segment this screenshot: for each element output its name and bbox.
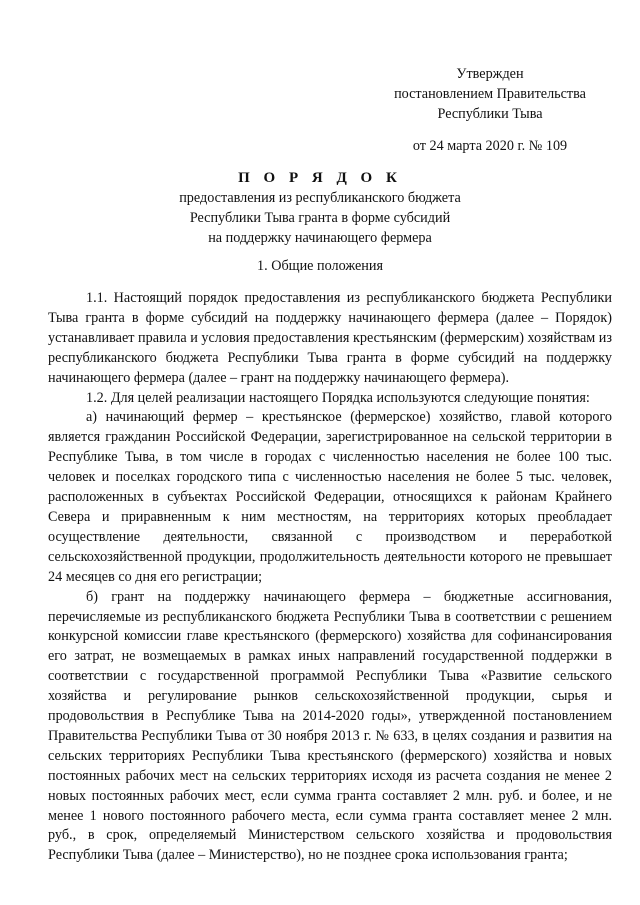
- document-subtitle: [0, 188, 640, 248]
- document-title: П О Р Я Д О К: [238, 170, 402, 186]
- subtitle-line: на поддержку начинающего фермера: [208, 230, 432, 246]
- approval-spacer: [370, 124, 610, 136]
- paragraph-a: а) начинающий фермер – крестьянское (фермерское) хозяйство, главой которого является гражданин Российской Федерации, зарегистрированное на сельской территории в Республике Тыва, в том числе в городах с численностью населения не более 100 тыс. человек и поселках городского типа с численностью населения не более 5 тыс. человек, расположенных в субъектах Российской Федерации, относящихся к районам Крайнего Севера и приравненным к ним местностям, на территориях которых преобладает осуществление деятельности, связанной с производством и переработкой сельскохозяйственной продукции, продолжительность деятельности которого не превышает 24 месяцев со дня его регистрации;: [48, 409, 612, 585]
- approval-block: [370, 64, 610, 156]
- document-body: [48, 289, 612, 866]
- approval-line: постановлением Правительства: [394, 86, 586, 102]
- approval-line: Республики Тыва: [437, 106, 543, 122]
- paragraph-b: б) грант на поддержку начинающего фермера – бюджетные ассигнования, перечисляемые из республиканского бюджета Республики Тыва в соответствии с решением конкурсной комиссии главе крестьянского (фермерского) хозяйства для софинансирования его затрат, не возмещаемых в рамках иных направлений государственной поддержки в соответствии с государственной программой Республики Тыва «Развитие сельского хозяйства и регулирование рынков сельскохозяйственной продукции, сырья и продовольствия в Республике Тыва на 2014-2020 годы», утвержденной постановлением Правительства Республики Тыва от 30 ноября 2013 г. № 633, в целях создания и развития на сельских территориях Республики Тыва крестьянского (фермерского) хозяйства и новых постоянных рабочих мест на сельских территориях исходя из расчета создания не менее 2 новых постоянных рабочих мест, если сумма гранта составляет 2 млн. руб. и более, и не менее 1 нового постоянного рабочего места, если сумма гранта составляет менее 2 млн. руб., в срок, определяемый Министерством сельского хозяйства и продовольствия Республики Тыва (далее – Министерство), но не позднее срока использования гранта;: [48, 588, 612, 864]
- section-heading: 1. Общие положения: [257, 258, 383, 274]
- paragraph-1-1: 1.1. Настоящий порядок предоставления из республиканского бюджета Республики Тыва гранта в форме субсидий на поддержку начинающего фермера (далее – Порядок) устанавливает правила и условия предоставления крестьянским (фермерским) хозяйствам из республиканского бюджета Республики Тыва гранта в форме субсидий на поддержку начинающего фермера (далее – грант на поддержку начинающего фермера).: [48, 290, 612, 386]
- approval-date: от 24 марта 2020 г. № 109: [412, 138, 568, 154]
- paragraph-1-2: 1.2. Для целей реализации настоящего Порядка используются следующие понятия:: [86, 389, 590, 406]
- subtitle-line: предоставления из республиканского бюджета: [179, 190, 461, 206]
- approval-line: Утвержден: [456, 66, 524, 82]
- subtitle-line: Республики Тыва гранта в форме субсидий: [189, 210, 451, 226]
